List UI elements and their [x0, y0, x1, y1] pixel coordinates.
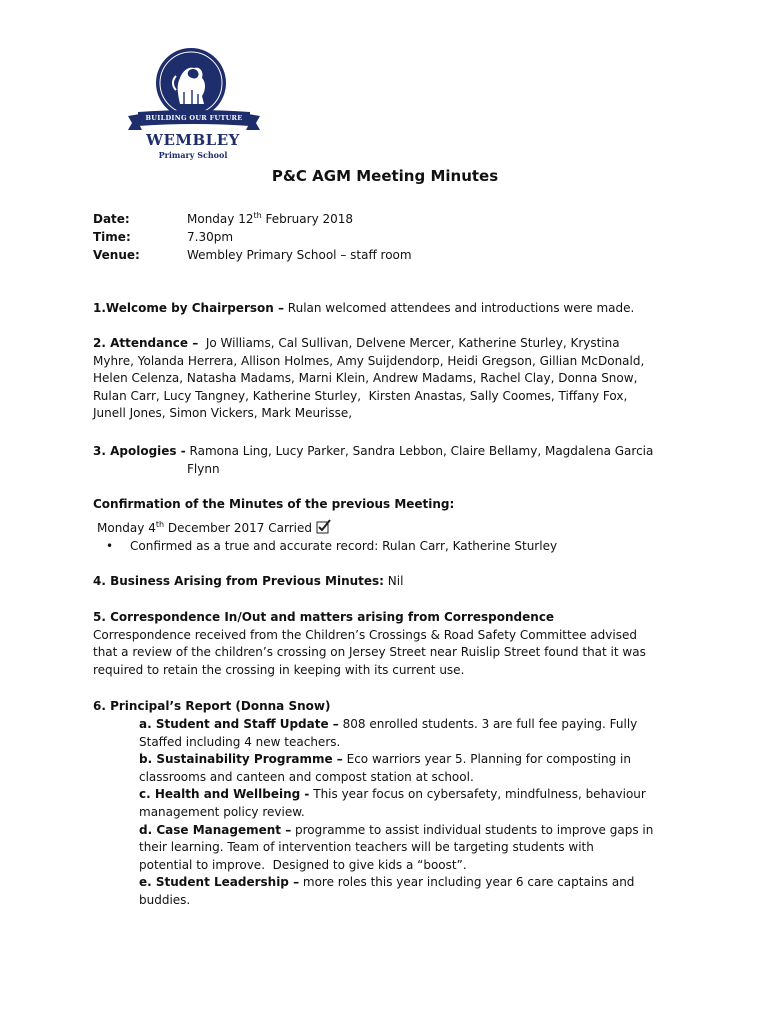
- attendance-line: Helen Celenza, Natasha Madams, Marni Klein, Andrew Madams, Rachel Clay, Donna Snow,: [93, 371, 638, 386]
- attendance-line: [93, 335, 683, 353]
- report-item-line: [139, 716, 679, 734]
- report-item-line: potential to improve. Designed to give kids a “boost”.: [139, 857, 467, 872]
- attendance-line: Junell Jones, Simon Vickers, Mark Meurisse,: [93, 406, 353, 421]
- checkbox-checked-icon: [316, 519, 332, 534]
- confirmation-carried-text: December 2017 Carried: [164, 521, 312, 535]
- report-item-line: their learning. Team of intervention teachers will be targeting students with: [139, 840, 594, 855]
- confirmation-carried: [97, 519, 332, 538]
- report-item-text: This year focus on cybersafety, mindfulness, behaviour: [309, 787, 646, 802]
- welcome-section: [93, 300, 634, 318]
- date-value-main: Monday 12: [187, 212, 254, 226]
- report-item-line: buddies.: [139, 892, 191, 907]
- report-item-heading: e. Student Leadership –: [139, 875, 300, 890]
- correspondence-section: [93, 609, 683, 679]
- report-item-text: Eco warriors year 5. Planning for composting in: [342, 752, 631, 767]
- report-item-heading: d. Case Management –: [139, 822, 292, 837]
- apologies-heading: 3. Apologies -: [93, 444, 186, 458]
- attendance-line: Rulan Carr, Lucy Tangney, Katherine Sturley, Kirsten Anastas, Sally Coomes, Tiffany Fox,: [93, 388, 628, 403]
- attendance-heading: 2. Attendance –: [93, 336, 199, 350]
- report-item-line: Staffed including 4 new teachers.: [139, 734, 341, 749]
- report-item-line: [139, 822, 679, 840]
- venue-label: Venue:: [93, 248, 140, 262]
- welcome-heading: 1.Welcome by Chairperson –: [93, 301, 284, 315]
- report-item-line: classrooms and canteen and compost station at school.: [139, 769, 474, 784]
- date-value-tail: February 2018: [261, 212, 354, 226]
- report-item-line: management policy review.: [139, 804, 305, 819]
- correspondence-line: that a review of the children’s crossing on Jersey Street near Ruislip Street found that it was: [93, 645, 646, 660]
- confirmation-date-sup: th: [155, 520, 165, 529]
- logo-school-name: WEMBLEY: [146, 131, 240, 149]
- confirmation-date: Monday 4: [97, 521, 156, 535]
- business-heading: 4. Business Arising from Previous Minutes:: [93, 574, 384, 588]
- principal-report-heading: 6. Principal’s Report (Donna Snow): [93, 699, 331, 713]
- date-value-sup: th: [253, 211, 262, 220]
- attendance-text: Jo Williams, Cal Sullivan, Delvene Mercer, Katherine Sturley, Krystina: [198, 336, 620, 350]
- attendance-line: Myhre, Yolanda Herrera, Allison Holmes, Amy Suijdendorp, Heidi Gregson, Gillian McDonald,: [93, 353, 645, 368]
- attendance-section: [93, 335, 683, 423]
- date-label: Date:: [93, 212, 130, 226]
- report-item-text: more roles this year including year 6 care captains and: [299, 875, 635, 890]
- business-text: Nil: [383, 574, 404, 588]
- report-item-line: [139, 786, 679, 804]
- time-value: 7.30pm: [187, 230, 234, 244]
- report-item-heading: c. Health and Wellbeing -: [139, 787, 310, 802]
- venue-value: Wembley Primary School – staff room: [187, 248, 412, 262]
- confirmation-heading: Confirmation of the Minutes of the previous Meeting:: [93, 497, 455, 511]
- apologies-text-continued: Flynn: [187, 462, 220, 476]
- report-item-heading: a. Student and Staff Update –: [139, 717, 339, 731]
- correspondence-heading: 5. Correspondence In/Out and matters arising from Correspondence: [93, 610, 555, 624]
- time-label: Time:: [93, 230, 131, 244]
- welcome-text: Rulan welcomed attendees and introductions were made.: [283, 301, 635, 315]
- report-item-line: [139, 874, 679, 892]
- logo-banner-text: BUILDING OUR FUTURE: [145, 114, 243, 122]
- apologies-text: Ramona Ling, Lucy Parker, Sandra Lebbon, Claire Bellamy, Magdalena Garcia: [185, 444, 654, 458]
- lion-crest-icon: [154, 46, 228, 120]
- apologies-section: [93, 443, 653, 461]
- correspondence-line: required to retain the crossing in keeping with its current use.: [93, 662, 465, 677]
- school-logo: [118, 44, 268, 162]
- date-value: [187, 211, 353, 229]
- report-item-text: programme to assist individual students to improve gaps in: [291, 822, 654, 837]
- correspondence-line: Correspondence received from the Children’s Crossings & Road Safety Committee advised: [93, 627, 637, 642]
- business-arising-section: [93, 573, 403, 591]
- bullet-icon: •: [106, 539, 114, 553]
- document-title: P&C AGM Meeting Minutes: [271, 167, 499, 185]
- report-item-text: 808 enrolled students. 3 are full fee paying. Fully: [338, 717, 638, 731]
- principal-report-items: [139, 716, 679, 910]
- report-item-line: [139, 751, 679, 769]
- report-item-heading: b. Sustainability Programme –: [139, 752, 343, 767]
- logo-school-subtitle: Primary School: [158, 150, 228, 160]
- confirmation-bullet-text: Confirmed as a true and accurate record: Rulan Carr, Katherine Sturley: [130, 539, 558, 553]
